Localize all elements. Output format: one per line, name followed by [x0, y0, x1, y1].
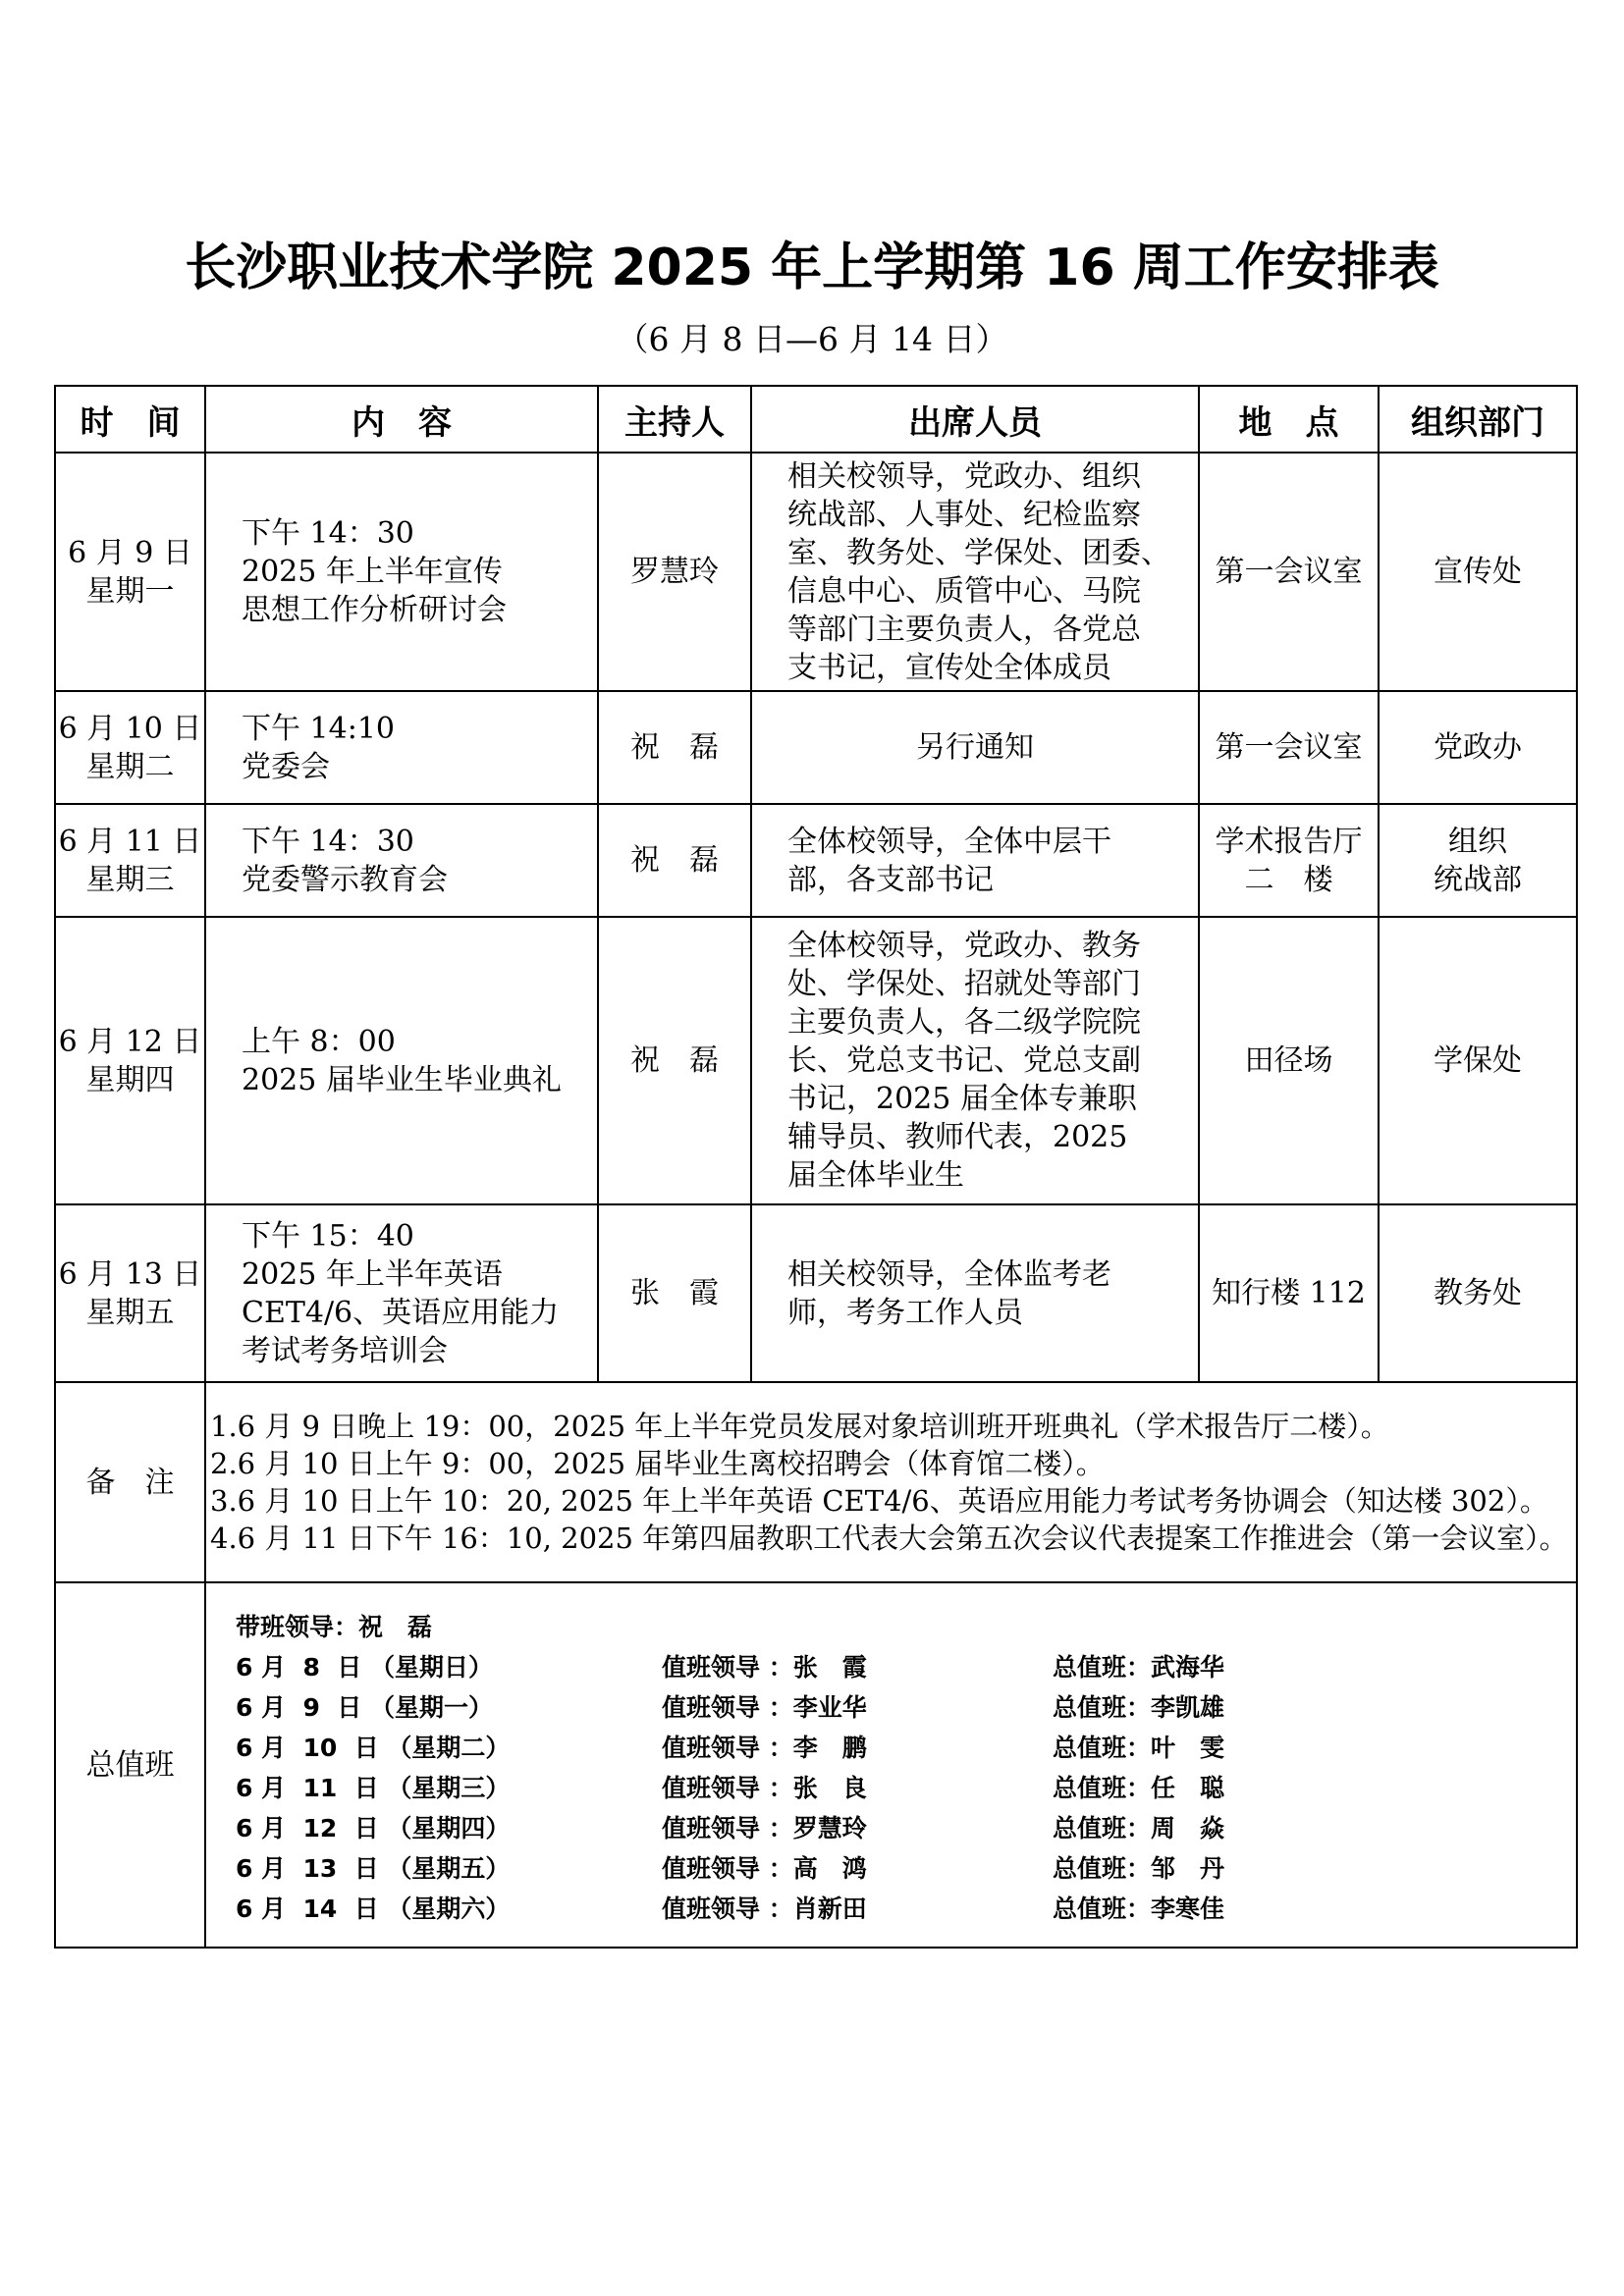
attendees-cell: [751, 1204, 1199, 1382]
content-line: 2025 年上半年宣传: [242, 555, 503, 589]
duty-entry: [236, 1889, 1576, 1929]
table-row: [55, 691, 1577, 804]
content-line: 思想工作分析研讨会: [242, 593, 507, 627]
duty-label: 总值班: [55, 1582, 205, 1948]
location-cell: [1199, 917, 1379, 1204]
header-row: [55, 386, 1577, 453]
duty-date: 6 月 8 日 （星期日）: [236, 1653, 494, 1682]
attendees-line: 师，考务工作人员: [787, 1295, 1023, 1330]
duty-shift-leader: 值班领导 ：罗慧玲: [662, 1814, 867, 1842]
time-cell: [55, 1204, 205, 1382]
time-cell: [55, 691, 205, 804]
date-text: 6 月 11 日: [58, 824, 202, 859]
location-line: 第一会议室: [1215, 730, 1363, 765]
time-cell: [55, 453, 205, 691]
attendees-line: 统战部、人事处、纪检监察: [787, 497, 1141, 532]
attendees-line: 相关校领导，党政办、组织: [787, 458, 1141, 494]
weekday-text: 星期五: [85, 1295, 175, 1330]
note-item: 1.6 月 9 日晚上 19：00，2025 年上半年党员发展对象培训班开班典礼（学术报告厅二楼）。: [210, 1410, 1389, 1443]
duty-shift-leader: 值班领导 ：高 鸿: [662, 1854, 867, 1883]
content-line: 2025 年上半年英语: [242, 1256, 503, 1292]
dept-cell: [1379, 691, 1577, 804]
dept-cell: [1379, 804, 1577, 917]
location-cell: [1199, 453, 1379, 691]
duty-chief: 总值班：李凯雄: [1053, 1693, 1225, 1722]
duty-row: [55, 1582, 1577, 1948]
attendees-line: 相关校领导，全体监考老: [787, 1256, 1111, 1292]
note-item: 2.6 月 10 日上午 9：00，2025 届毕业生离校招聘会（体育馆二楼）。: [210, 1447, 1105, 1480]
duty-chief: 总值班：周 焱: [1053, 1814, 1225, 1842]
duty-chief: 总值班：武海华: [1053, 1653, 1225, 1682]
dept-line: 教务处: [1434, 1276, 1522, 1310]
duty-date: 6 月 13 日 （星期五）: [236, 1854, 511, 1883]
duty-shift-leader: 值班领导 ：肖新田: [662, 1895, 867, 1923]
dept-line: 组织: [1448, 824, 1507, 859]
duty-entry: [236, 1768, 1576, 1808]
header-content: 内 容: [205, 386, 598, 453]
attendees-line: 长、党总支书记、党总支副: [787, 1043, 1141, 1078]
host-cell: 祝 磊: [598, 804, 751, 917]
location-cell: [1199, 1204, 1379, 1382]
attendees-line: 书记，2025 届全体专兼职: [787, 1082, 1137, 1116]
weekday-text: 星期一: [85, 573, 175, 609]
attendees-line: 支书记，宣传处全体成员: [787, 650, 1111, 685]
header-dept: 组织部门: [1379, 386, 1577, 453]
header-time: 时 间: [55, 386, 205, 453]
attendees-cell: [751, 691, 1199, 804]
duty-shift-leader: 值班领导 ：李 鹏: [662, 1734, 867, 1762]
table-row: [55, 917, 1577, 1204]
weekday-text: 星期二: [85, 749, 175, 784]
duty-date: 6 月 10 日 （星期二）: [236, 1734, 511, 1762]
attendees-line: 全体校领导，党政办、教务: [787, 929, 1141, 963]
dept-line: 统战部: [1434, 862, 1522, 897]
content-line: 下午 14:10: [242, 711, 395, 746]
duty-shift-leader: 值班领导 ：张 霞: [662, 1653, 867, 1682]
date-range: （6 月 8 日—6 月 14 日）: [616, 320, 1008, 358]
time-cell: [55, 804, 205, 917]
duty-date: 6 月 12 日 （星期四）: [236, 1814, 511, 1842]
duty-date: 6 月 9 日 （星期一）: [236, 1693, 494, 1722]
content-cell: [205, 691, 598, 804]
table-row: [55, 453, 1577, 691]
attendees-cell: [751, 804, 1199, 917]
content-cell: [205, 1204, 598, 1382]
location-line: 第一会议室: [1215, 555, 1363, 589]
dept-line: 宣传处: [1434, 555, 1522, 589]
content-line: 下午 15：40: [242, 1218, 414, 1254]
attendees-line: 等部门主要负责人，各党总: [787, 612, 1141, 647]
location-line: 田径场: [1244, 1043, 1333, 1078]
note-item: 4.6 月 11 日下午 16：10, 2025 年第四届教职工代表大会第五次会议代表提案工作推进会（第一会议室）。: [210, 1522, 1568, 1555]
weekday-text: 星期四: [85, 1062, 175, 1097]
duty-chief: 总值班：任 聪: [1053, 1774, 1225, 1802]
location-line: 知行楼 112: [1212, 1276, 1366, 1310]
time-cell: [55, 917, 205, 1204]
duty-entry: [236, 1687, 1576, 1728]
notes-label: 备 注: [55, 1382, 205, 1582]
attendees-line: 辅导员、教师代表，2025: [787, 1120, 1128, 1154]
host-cell: 祝 磊: [598, 917, 751, 1204]
date-text: 6 月 13 日: [58, 1256, 202, 1292]
table-row: [55, 804, 1577, 917]
host-cell: 罗慧玲: [598, 453, 751, 691]
location-line: 学术报告厅: [1215, 824, 1363, 859]
date-text: 6 月 12 日: [58, 1024, 202, 1059]
dept-cell: [1379, 917, 1577, 1204]
content-cell: [205, 804, 598, 917]
dept-line: 学保处: [1434, 1043, 1522, 1078]
content-line: 党委警示教育会: [242, 862, 448, 897]
duty-shift-leader: 值班领导 ：李业华: [662, 1693, 867, 1722]
duty-entry: [236, 1728, 1576, 1768]
schedule-table: [54, 385, 1578, 1949]
location-cell: [1199, 691, 1379, 804]
content-line: 下午 14：30: [242, 516, 414, 551]
duty-chief: 总值班：叶 雯: [1053, 1734, 1225, 1762]
attendees-line: 部，各支部书记: [787, 862, 994, 897]
header-host: 主持人: [598, 386, 751, 453]
note-item: 3.6 月 10 日上午 10：20, 2025 年上半年英语 CET4/6、英语应用能力考试考务协调会（知达楼 302）。: [210, 1484, 1548, 1518]
duty-entry: [236, 1848, 1576, 1889]
content-line: 党委会: [242, 749, 330, 784]
content-cell: [205, 917, 598, 1204]
content-cell: [205, 453, 598, 691]
location-cell: [1199, 804, 1379, 917]
table-row: [55, 1204, 1577, 1382]
content-line: 2025 届毕业生毕业典礼: [242, 1062, 562, 1097]
document-title: 长沙职业技术学院 2025 年上学期第 16 周工作安排表: [185, 239, 1439, 297]
date-text: 6 月 9 日: [68, 535, 192, 570]
weekday-text: 星期三: [85, 862, 175, 897]
attendees-line: 室、教务处、学保处、团委、: [787, 535, 1170, 570]
date-text: 6 月 10 日: [58, 711, 202, 746]
attendees-line: 主要负责人，各二级学院院: [787, 1005, 1141, 1040]
attendees-line: 全体校领导，全体中层干: [787, 824, 1111, 859]
attendees-line: 届全体毕业生: [787, 1158, 964, 1193]
host-cell: 祝 磊: [598, 691, 751, 804]
dept-cell: [1379, 453, 1577, 691]
notes-row: [55, 1382, 1577, 1582]
content-line: 下午 14：30: [242, 824, 414, 859]
duty-entry: [236, 1647, 1576, 1687]
location-line: 二 楼: [1244, 862, 1333, 897]
duty-leader: 带班领导：祝 磊: [236, 1613, 433, 1641]
header-location: 地 点: [1199, 386, 1379, 453]
duty-chief: 总值班：邹 丹: [1053, 1854, 1225, 1883]
notes-cell: [205, 1382, 1577, 1582]
dept-line: 党政办: [1434, 730, 1522, 765]
content-line: 考试考务培训会: [242, 1333, 448, 1368]
header-attendees: 出席人员: [751, 386, 1199, 453]
duty-shift-leader: 值班领导 ：张 良: [662, 1774, 867, 1802]
content-line: 上午 8：00: [242, 1024, 396, 1059]
content-line: CET4/6、英语应用能力: [242, 1295, 560, 1330]
duty-chief: 总值班：李寒佳: [1053, 1895, 1225, 1923]
attendees-cell: [751, 917, 1199, 1204]
dept-cell: [1379, 1204, 1577, 1382]
attendees-cell: [751, 453, 1199, 691]
host-cell: 张 霞: [598, 1204, 751, 1382]
duty-cell: [205, 1582, 1577, 1948]
attendees-line: 处、学保处、招就处等部门: [787, 967, 1141, 1001]
duty-entry: [236, 1808, 1576, 1848]
duty-date: 6 月 11 日 （星期三）: [236, 1774, 511, 1802]
duty-date: 6 月 14 日 （星期六）: [236, 1895, 511, 1923]
attendees-line: 信息中心、质管中心、马院: [787, 573, 1141, 609]
attendees-line: 另行通知: [916, 730, 1034, 765]
